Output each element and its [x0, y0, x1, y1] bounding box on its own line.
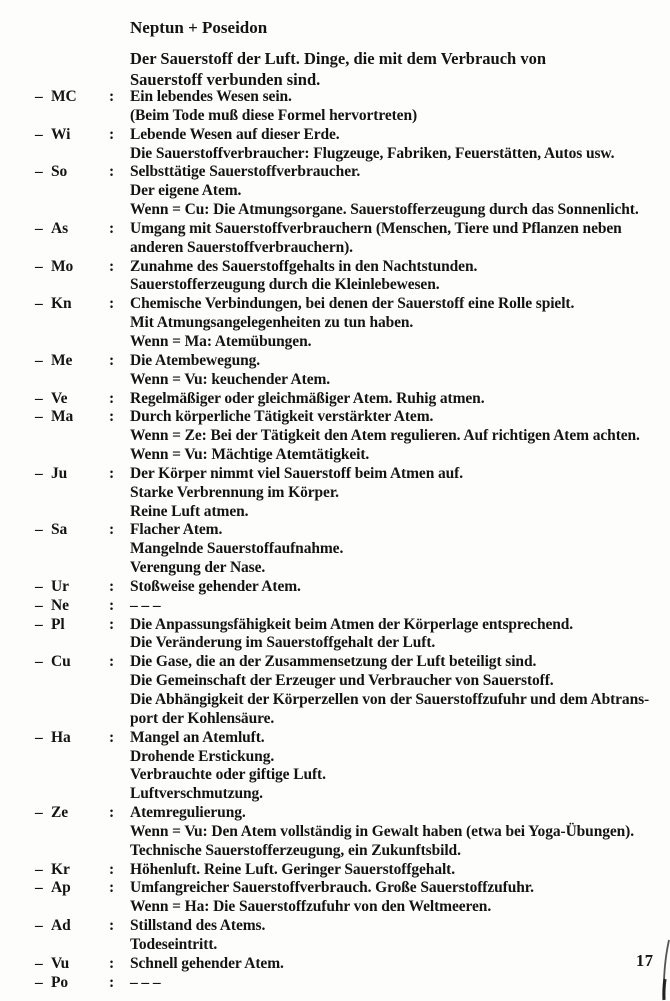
- entry-colon: :: [109, 653, 115, 671]
- entry-colon: [109, 842, 130, 861]
- page-subtitle: [130, 49, 630, 90]
- entry-key: [51, 540, 109, 559]
- entry-text-line: Lebende Wesen auf dieser Erde.: [130, 125, 340, 143]
- entry-key: [51, 427, 109, 446]
- entry-text-line: Atemregulierung.: [130, 804, 246, 822]
- entry-dash: [35, 145, 51, 164]
- entry-text-line: Die Sauerstoffverbraucher: Flugzeuge, Fabriken, Feuerstätten, Autos usw.: [130, 144, 615, 162]
- entry-dash: [35, 484, 51, 503]
- entry-row: [0, 408, 670, 427]
- entry-key: [51, 333, 109, 352]
- entry-text-line: Die Anpassungsfähigkeit beim Atmen der Körperlage entsprechend.: [130, 615, 574, 633]
- entry-key: [51, 691, 109, 710]
- entry-row: [0, 427, 670, 446]
- entry-key: [51, 371, 109, 390]
- entry-text-line: Wenn = Ma: Atemübungen.: [130, 332, 312, 350]
- entry-row: [0, 710, 670, 729]
- entry-text-line: Ein lebendes Wesen sein.: [130, 88, 292, 105]
- entry-row: [0, 823, 670, 842]
- entry-key: [51, 559, 109, 578]
- entry-text-line: Umgang mit Sauerstoffverbrauchern (Menschen, Tiere und Pflanzen neben: [130, 219, 622, 237]
- entry-row: [0, 748, 670, 767]
- entry-row: [0, 295, 670, 314]
- entry-colon: [109, 898, 130, 917]
- entry-dash: –: [35, 577, 43, 595]
- entry-key: [51, 766, 109, 785]
- entry-colon: [109, 427, 130, 446]
- entry-dash: –: [35, 219, 43, 237]
- entry-text-line: Wenn = Vu: Den Atem vollständig in Gewalt haben (etwa bei Yoga-Übungen).: [130, 822, 635, 840]
- entry-text-line: Reine Luft atmen.: [130, 502, 249, 520]
- entry-key: [51, 239, 109, 258]
- entry-row: [0, 182, 670, 201]
- entry-key: [51, 276, 109, 295]
- entry-dash: [35, 182, 51, 201]
- entry-dash: –: [35, 351, 43, 369]
- entry-text-line: port der Kohlensäure.: [130, 709, 275, 727]
- entry-colon: [109, 634, 130, 653]
- entry-colon: [109, 823, 130, 842]
- entry-colon: [109, 333, 130, 352]
- entry-dash: [35, 503, 51, 522]
- entry-row: [0, 785, 670, 804]
- entry-text-line: Mangel an Atemluft.: [130, 728, 265, 746]
- entry-dash: [35, 540, 51, 559]
- entry-row: [0, 314, 670, 333]
- entry-colon: [109, 314, 130, 333]
- entry-key: [51, 107, 109, 126]
- entry-colon: [109, 710, 130, 729]
- entry-dash: [35, 766, 51, 785]
- entry-dash: [35, 842, 51, 861]
- entry-colon: :: [109, 88, 115, 105]
- page-subtitle-line-1: Der Sauerstoff der Luft. Dinge, die mit dem Verbrauch von: [130, 49, 546, 68]
- entry-key: [51, 314, 109, 333]
- page-subtitle-line-2: Sauerstoff verbunden sind.: [130, 69, 321, 89]
- entry-text-line: Wenn = Cu: Die Atmungsorgane. Sauerstofferzeugung durch das Sonnenlicht.: [130, 201, 639, 219]
- entry-text-line: Wenn = Vu: Mächtige Atemtätigkeit.: [130, 446, 370, 464]
- entry-dash: [35, 201, 51, 220]
- entry-key: [51, 182, 109, 201]
- entry-colon: [109, 785, 130, 804]
- entry-colon: :: [109, 954, 115, 972]
- entry-key: [51, 484, 109, 503]
- entry-colon: [109, 540, 130, 559]
- entry-colon: [109, 559, 130, 578]
- entry-dash: –: [35, 879, 43, 897]
- entry-colon: [109, 182, 130, 201]
- entry-row: [0, 220, 670, 239]
- entry-key: [51, 936, 109, 955]
- entry-key: Kn: [51, 295, 72, 313]
- entry-text-line: Umfangreicher Sauerstoffverbrauch. Große Sauerstoffzufuhr.: [130, 879, 534, 897]
- page-number: 17: [636, 951, 654, 970]
- entry-text-line: Die Gemeinschaft der Erzeuger und Verbraucher von Sauerstoff.: [130, 672, 554, 690]
- entry-dash: [35, 691, 51, 710]
- entry-dash: –: [35, 973, 43, 991]
- entry-colon: :: [109, 389, 115, 407]
- entry-text-line: anderen Sauerstoffverbrauchern).: [130, 238, 353, 256]
- entry-key: [51, 634, 109, 653]
- entry-dash: [35, 710, 51, 729]
- entry-dash: –: [35, 295, 43, 313]
- entry-row: [0, 804, 670, 823]
- entry-colon: [109, 145, 130, 164]
- entry-dash: –: [35, 408, 43, 426]
- entry-row: [0, 578, 670, 597]
- entry-dash: [35, 785, 51, 804]
- entry-text-line: (Beim Tode muß diese Formel hervortreten): [130, 106, 418, 124]
- entry-key: [51, 710, 109, 729]
- entry-row: [0, 974, 670, 993]
- entry-colon: [109, 276, 130, 295]
- entry-text-line: Drohende Erstickung.: [130, 747, 275, 765]
- entry-colon: :: [109, 295, 115, 313]
- entry-colon: :: [109, 351, 115, 369]
- entry-colon: [109, 201, 130, 220]
- entry-key: [51, 898, 109, 917]
- entry-text-line: – – –: [130, 973, 161, 991]
- entry-dash: –: [35, 163, 43, 181]
- entry-text-line: Mit Atmungsangelegenheiten zu tun haben.: [130, 314, 414, 332]
- entry-key: Ze: [51, 804, 69, 822]
- entry-row: [0, 691, 670, 710]
- entry-text-line: Durch körperliche Tätigkeit verstärkter Atem.: [130, 408, 434, 426]
- entry-text-line: Wenn = Vu: keuchender Atem.: [130, 370, 331, 388]
- entry-dash: –: [35, 917, 43, 935]
- entry-colon: :: [109, 596, 115, 614]
- entry-row: [0, 616, 670, 635]
- entry-row: [0, 936, 670, 955]
- entry-colon: :: [109, 521, 115, 539]
- entry-text-line: Flacher Atem.: [130, 521, 223, 539]
- entry-colon: [109, 239, 130, 258]
- entry-dash: –: [35, 596, 43, 614]
- entry-text-line: Stillstand des Atems.: [130, 917, 266, 935]
- entry-colon: [109, 672, 130, 691]
- entry-row: [0, 729, 670, 748]
- entry-key: [51, 748, 109, 767]
- entry-key: As: [51, 219, 69, 237]
- entry-key: Ma: [51, 408, 74, 426]
- entry-dash: [35, 276, 51, 295]
- entry-text-line: Die Abhängigkeit der Körperzellen von der Sauerstoffzufuhr und dem Abtrans-: [130, 691, 650, 708]
- entry-dash: [35, 333, 51, 352]
- page-title: Neptun + Poseidon: [130, 18, 268, 37]
- entry-dash: –: [35, 954, 43, 972]
- entry-text-line: Der Körper nimmt viel Sauerstoff beim Atmen auf.: [130, 464, 463, 482]
- entry-row: [0, 352, 670, 371]
- entry-list: [0, 88, 670, 993]
- entry-colon: :: [109, 728, 115, 746]
- entry-key: MC: [51, 88, 77, 105]
- entry-colon: :: [109, 615, 115, 633]
- entry-text-line: Luftverschmutzung.: [130, 785, 263, 803]
- entry-key: [51, 785, 109, 804]
- entry-text-line: Wenn = Ha: Die Sauerstoffzufuhr von den Weltmeeren.: [130, 898, 492, 916]
- entry-key: Ap: [51, 879, 71, 897]
- entry-row: [0, 861, 670, 880]
- entry-key: [51, 201, 109, 220]
- entry-colon: :: [109, 408, 115, 426]
- entry-key: Kr: [51, 860, 70, 878]
- entry-dash: [35, 898, 51, 917]
- entry-key: Cu: [51, 653, 71, 671]
- entry-row: [0, 126, 670, 145]
- entry-row: [0, 672, 670, 691]
- entry-dash: [35, 446, 51, 465]
- entry-colon: [109, 484, 130, 503]
- entry-text-line: Todeseintritt.: [130, 935, 218, 953]
- entry-row: [0, 390, 670, 409]
- entry-colon: [109, 503, 130, 522]
- entry-colon: :: [109, 257, 115, 275]
- entry-row: [0, 879, 670, 898]
- entry-colon: :: [109, 973, 115, 991]
- entry-row: [0, 446, 670, 465]
- entry-key: Ju: [51, 464, 68, 482]
- entry-text-line: Die Atembewegung.: [130, 351, 261, 369]
- entry-colon: :: [109, 577, 115, 595]
- entry-key: Sa: [51, 521, 68, 539]
- entry-dash: [35, 748, 51, 767]
- entry-row: [0, 201, 670, 220]
- entry-row: [0, 634, 670, 653]
- entry-key: [51, 145, 109, 164]
- entry-row: [0, 333, 670, 352]
- entry-row: [0, 484, 670, 503]
- entry-dash: –: [35, 88, 43, 105]
- entry-row: [0, 88, 670, 107]
- entry-dash: –: [35, 860, 43, 878]
- entry-text-line: Der eigene Atem.: [130, 182, 242, 200]
- entry-dash: –: [35, 521, 43, 539]
- entry-key: [51, 503, 109, 522]
- entry-dash: –: [35, 653, 43, 671]
- entry-colon: :: [109, 917, 115, 935]
- entry-row: [0, 842, 670, 861]
- entry-colon: [109, 766, 130, 785]
- entry-colon: :: [109, 464, 115, 482]
- entry-key: Me: [51, 351, 73, 369]
- entry-key: Vu: [51, 954, 70, 972]
- entry-key: Wi: [51, 125, 71, 143]
- entry-colon: [109, 371, 130, 390]
- entry-key: Mo: [51, 257, 74, 275]
- entry-key: Ur: [51, 577, 69, 595]
- entry-row: [0, 559, 670, 578]
- entry-text-line: Starke Verbrennung im Körper.: [130, 483, 339, 501]
- entry-text-line: Chemische Verbindungen, bei denen der Sauerstoff eine Rolle spielt.: [130, 295, 575, 313]
- entry-colon: [109, 936, 130, 955]
- entry-dash: [35, 634, 51, 653]
- entry-key: So: [51, 163, 68, 181]
- entry-row: [0, 917, 670, 936]
- entry-row: [0, 766, 670, 785]
- entry-colon: :: [109, 860, 115, 878]
- entry-row: [0, 653, 670, 672]
- entry-key: Ha: [51, 728, 71, 746]
- entry-row: [0, 276, 670, 295]
- entry-key: [51, 842, 109, 861]
- entry-text-line: Die Veränderung im Sauerstoffgehalt der Luft.: [130, 634, 436, 652]
- entry-colon: [109, 691, 130, 710]
- entry-key: Pl: [51, 615, 65, 633]
- entry-row: [0, 239, 670, 258]
- entry-row: [0, 258, 670, 277]
- entry-dash: [35, 427, 51, 446]
- entry-row: [0, 597, 670, 616]
- entry-dash: [35, 371, 51, 390]
- entry-key: Ve: [51, 389, 68, 407]
- entry-dash: [35, 936, 51, 955]
- entry-text-line: Verbrauchte oder giftige Luft.: [130, 766, 326, 784]
- entry-colon: [109, 446, 130, 465]
- entry-text-line: Mangelnde Sauerstoffaufnahme.: [130, 540, 344, 558]
- entry-key: Po: [51, 973, 69, 991]
- entry-dash: –: [35, 728, 43, 746]
- entry-dash: –: [35, 464, 43, 482]
- entry-text-line: Höhenluft. Reine Luft. Geringer Sauerstoffgehalt.: [130, 860, 456, 878]
- entry-key: [51, 672, 109, 691]
- entry-colon: [109, 748, 130, 767]
- entry-dash: [35, 239, 51, 258]
- entry-dash: –: [35, 615, 43, 633]
- entry-text-line: Regelmäßiger oder gleichmäßiger Atem. Ruhig atmen.: [130, 389, 485, 407]
- entry-colon: :: [109, 163, 115, 181]
- entry-dash: [35, 672, 51, 691]
- entry-text-line: Die Gase, die an der Zusammensetzung der Luft beteiligt sind.: [130, 653, 537, 671]
- entry-text-line: Selbsttätige Sauerstoffverbraucher.: [130, 163, 361, 181]
- entry-dash: –: [35, 804, 43, 822]
- entry-dash: –: [35, 389, 43, 407]
- entry-colon: [109, 107, 130, 126]
- entry-dash: [35, 823, 51, 842]
- entry-text-line: Stoßweise gehender Atem.: [130, 577, 301, 595]
- entry-row: [0, 465, 670, 484]
- entry-colon: :: [109, 125, 115, 143]
- entry-dash: [35, 559, 51, 578]
- entry-row: [0, 898, 670, 917]
- entry-key: Ne: [51, 596, 69, 614]
- entry-text-line: Sauerstofferzeugung durch die Kleinlebewesen.: [130, 276, 440, 294]
- entry-key: [51, 823, 109, 842]
- entry-row: [0, 107, 670, 126]
- page-header: [130, 18, 630, 90]
- entry-text-line: – – –: [130, 596, 161, 614]
- entry-row: [0, 503, 670, 522]
- entry-text-line: Schnell gehender Atem.: [130, 954, 284, 972]
- entry-dash: [35, 314, 51, 333]
- entry-text-line: Zunahme des Sauerstoffgehalts in den Nachtstunden.: [130, 257, 478, 275]
- entry-key: [51, 446, 109, 465]
- entry-colon: :: [109, 879, 115, 897]
- entry-row: [0, 521, 670, 540]
- entry-row: [0, 371, 670, 390]
- entry-colon: :: [109, 219, 115, 237]
- entry-row: [0, 145, 670, 164]
- entry-key: Ad: [51, 917, 71, 935]
- entry-dash: –: [35, 257, 43, 275]
- entry-row: [0, 540, 670, 559]
- entry-dash: [35, 107, 51, 126]
- entry-text-line: Verengung der Nase.: [130, 559, 266, 577]
- entry-row: [0, 163, 670, 182]
- entry-colon: :: [109, 804, 115, 822]
- entry-text-line: Technische Sauerstofferzeugung, ein Zukunftsbild.: [130, 841, 461, 859]
- entry-text-line: Wenn = Ze: Bei der Tätigkeit den Atem regulieren. Auf richtigen Atem achten.: [130, 427, 640, 445]
- entry-row: [0, 955, 670, 974]
- entry-dash: –: [35, 125, 43, 143]
